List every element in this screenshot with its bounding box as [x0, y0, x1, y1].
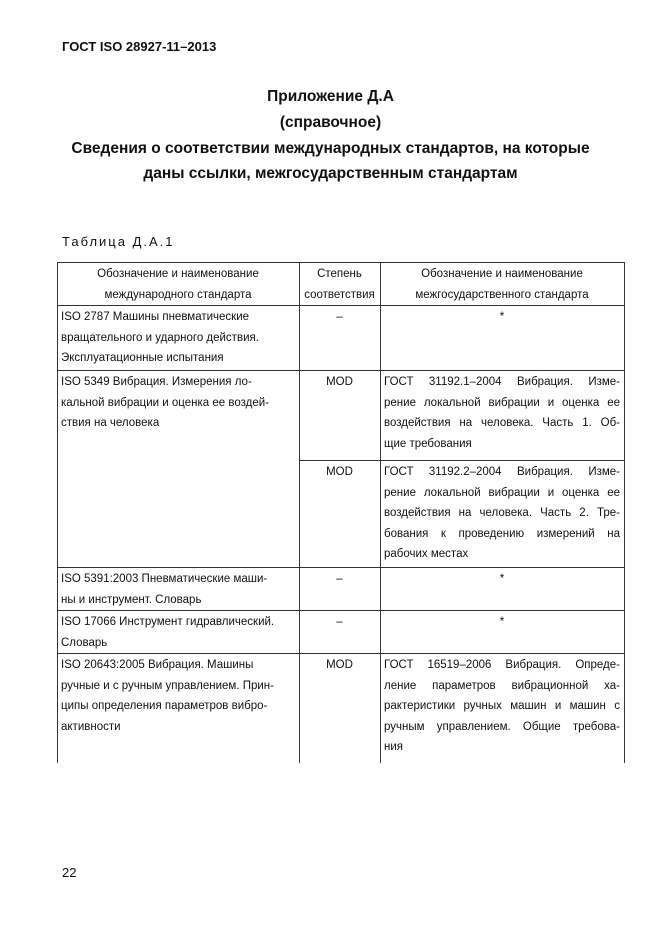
cell-line: Обозначение и наименование [97, 268, 259, 280]
cell-line: Словарь [61, 636, 108, 649]
annex-subtitle-line2: даны ссылки, межгосударственным стандартам [143, 165, 518, 182]
interstate-standard-cell [380, 655, 624, 758]
cell-line: бования к проведению измерений на [384, 527, 620, 540]
table-rule [299, 460, 625, 461]
cell-line: * [499, 573, 505, 585]
degree-cell [299, 655, 380, 676]
cell-line: ГОСТ 16519–2006 Вибрация. Опреде- [384, 659, 620, 671]
cell-line: ISO 2787 Машины пневматические [61, 311, 250, 323]
table-rule [57, 305, 625, 306]
table-column-rule [624, 262, 625, 763]
interstate-standard-cell [380, 569, 624, 590]
cell-line: соответствия [304, 288, 375, 301]
degree-cell [299, 462, 380, 483]
international-standard-cell [57, 569, 299, 610]
annex-subtitle-line1: Сведения о соответствии международных стандартов, на которые [71, 140, 590, 157]
page-number: 22 [62, 865, 77, 880]
cell-line: Степень [317, 268, 362, 280]
table-rule [57, 610, 625, 611]
cell-line: ISO 20643:2005 Вибрация. Машины [61, 659, 254, 671]
cell-line: Обозначение и наименование [421, 268, 583, 280]
table-rule [57, 262, 625, 263]
annex-status: (справочное) [279, 114, 382, 131]
degree-value: MOD [326, 466, 353, 478]
cell-line: межгосударственного стандарта [415, 288, 589, 301]
degree-value: – [336, 616, 343, 628]
table-rule [57, 653, 625, 654]
cell-line: рение локальной вибрации и оценка ее [384, 486, 620, 499]
degree-value: MOD [326, 376, 353, 388]
cell-line: ствия на человека [61, 417, 160, 429]
cell-line: ципы определения параметров вибро- [61, 700, 268, 712]
interstate-standard-cell [380, 462, 624, 565]
cell-line: воздействия на человека. Часть 2. Тре- [384, 507, 620, 519]
cell-line: рение локальной вибрации и оценка ее [384, 396, 620, 409]
cell-line: * [499, 616, 505, 628]
cell-line: ручные и с ручным управлением. Прин- [61, 679, 274, 692]
table-rule [57, 370, 625, 371]
table-header-cell [299, 264, 380, 305]
cell-line: ны и инструмент. Словарь [61, 593, 202, 606]
international-standard-cell [57, 372, 299, 434]
cell-line: ГОСТ 31192.1–2004 Вибрация. Изме- [384, 376, 620, 388]
cell-line: кальной вибрации и оценка ее воздей- [61, 396, 269, 409]
degree-cell [299, 372, 380, 393]
interstate-standard-cell [380, 612, 624, 633]
cell-line: вращательного и ударного действия. [61, 331, 259, 344]
table-column-rule [57, 262, 58, 763]
table-column-rule [380, 262, 381, 763]
cell-line: щие требования [384, 437, 472, 450]
degree-cell [299, 612, 380, 633]
table-header-cell [380, 264, 624, 305]
degree-value: – [336, 311, 343, 323]
table-caption: Таблица Д.А.1 [62, 234, 175, 249]
interstate-standard-cell [380, 372, 624, 454]
cell-line: рабочих местах [384, 548, 469, 560]
international-standard-cell [57, 307, 299, 369]
degree-cell [299, 307, 380, 328]
cell-line: рактеристики ручных машин и машин с [384, 700, 620, 712]
annex-title: Приложение Д.А [267, 88, 394, 105]
cell-line: ГОСТ 31192.2–2004 Вибрация. Изме- [384, 466, 620, 478]
cell-line: Эксплуатационные испытания [61, 352, 224, 364]
cell-line: ручным управлением. Общие требова- [384, 720, 620, 733]
cell-line: ISO 5349 Вибрация. Измерения ло- [61, 376, 252, 388]
cell-line: ление параметров вибрационной ха- [384, 679, 620, 692]
cell-line: международного стандарта [104, 288, 252, 301]
degree-value: – [336, 573, 343, 585]
cell-line: активности [61, 720, 121, 733]
international-standard-cell [57, 655, 299, 737]
international-standard-cell [57, 612, 299, 653]
table-column-rule [299, 262, 300, 763]
cell-line: ISO 5391:2003 Пневматические маши- [61, 573, 268, 585]
degree-cell [299, 569, 380, 590]
interstate-standard-cell [380, 307, 624, 328]
table-header-cell [57, 264, 299, 305]
cell-line: * [499, 311, 505, 323]
cell-line: ния [384, 741, 404, 753]
document-code: ГОСТ ISO 28927-11–2013 [62, 39, 217, 54]
cell-line: ISO 17066 Инструмент гидравлический. [61, 616, 275, 628]
degree-value: MOD [326, 659, 353, 671]
cell-line: воздействия на человека. Часть 1. Об- [384, 417, 620, 429]
table-rule [57, 567, 625, 568]
